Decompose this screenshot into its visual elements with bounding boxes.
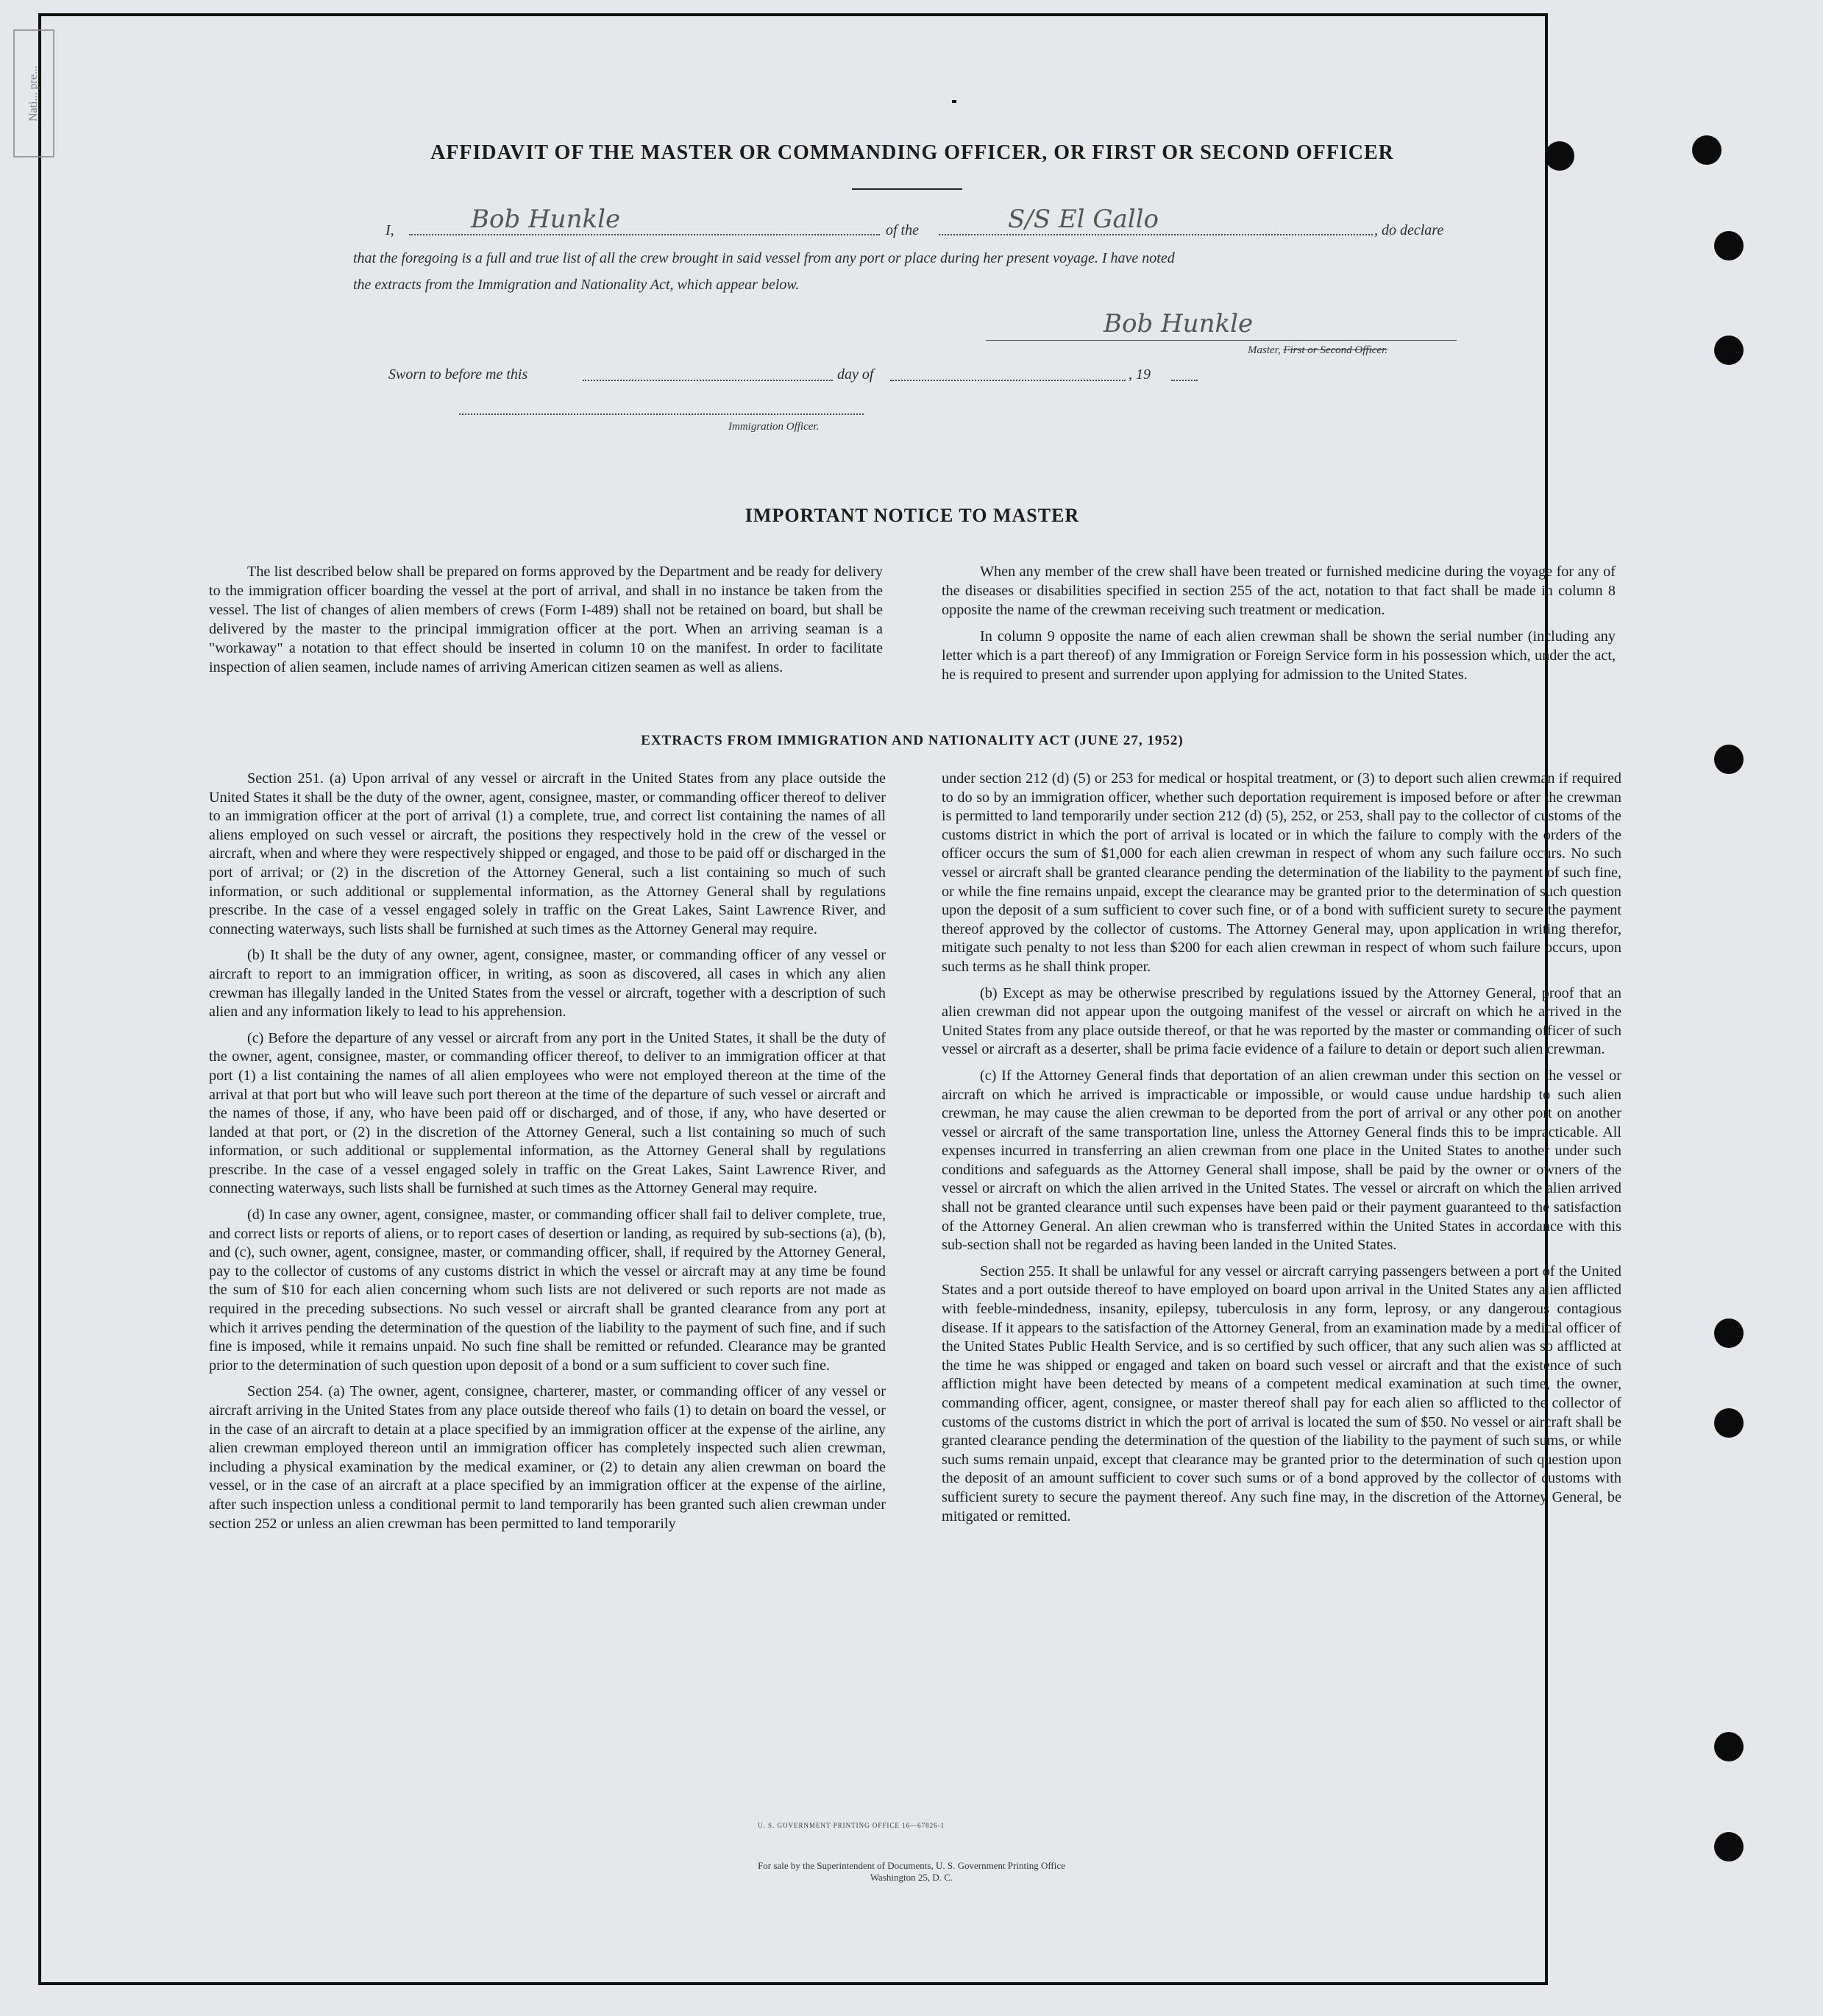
punch-hole bbox=[1714, 1732, 1744, 1761]
affidavit-line1-mid: of the bbox=[886, 222, 919, 238]
section-254-c: (c) If the Attorney General finds that deportation of an alien crewman under this section on the vessel or aircraft on which he arrived is impracticable or impossible, or would cause undue hardship to such alien crewman, he may cause the alien crewman to be deported from the port of arrival or any other port on another vessel or aircraft of the same transportation line, unless the Attorney General finds this to be impracticable. All expenses incurred in transferring an alien crewman from one place in the United States to another under such conditions and safeguards as the Attorney General shall impose, shall be paid by the owner or owners of the vessel or aircraft on which the alien arrived in the United States. The vessel or aircraft on which the alien arrived shall not be granted clearance until such expenses have been paid or their payment guaranteed to the satisfaction of the Attorney General. An alien crewman who is transferred within the United States in accordance with this sub-section shall not be regarded as having been landed in the United States. bbox=[942, 1067, 1621, 1254]
signature-line bbox=[986, 340, 1457, 341]
extracts-left-column bbox=[209, 770, 886, 1541]
section-251-b: (b) It shall be the duty of any owner, agent, consignee, master, or commanding officer of any vessel or aircraft to report to an immigration officer, in writing, as soon as discovered, all cases in which any alien crewman has illegally landed in the United States from the vessel or aircraft, together with a description of such alien and any information likely to lead to his apprehension. bbox=[209, 947, 886, 1021]
extracts-title: EXTRACTS FROM IMMIGRATION AND NATIONALITY ACT (JUNE 27, 1952) bbox=[641, 733, 1184, 748]
sworn-year-line bbox=[1171, 380, 1198, 381]
immigration-officer-line bbox=[459, 414, 864, 415]
punch-hole bbox=[1714, 231, 1744, 260]
affidavit-line2: that the foregoing is a full and true list of all the crew brought in said vessel from any port or place during her present voyage. I have noted bbox=[353, 250, 1175, 266]
affidavit-title: AFFIDAVIT OF THE MASTER OR COMMANDING OFFICER, OR FIRST OR SECOND OFFICER bbox=[430, 141, 1394, 164]
notice-right-paragraph-1: When any member of the crew shall have been treated or furnished medicine during the voyage for any of the diseases or disabilities specified in section 255 of the act, notation to that fact shall be made in column 8 opposite the name of the crewman receiving such treatment or medication. bbox=[942, 564, 1616, 618]
punch-hole bbox=[1714, 1408, 1744, 1438]
vessel-name: S/S El Gallo bbox=[1008, 205, 1159, 234]
scan-border-left bbox=[38, 13, 41, 1985]
punch-hole bbox=[1714, 745, 1744, 774]
section-254-a-continued: under section 212 (d) (5) or 253 for medical or hospital treatment, or (3) to deport such alien crewman if required to do so by an immigration officer, whether such deportation requirement is imposed before or after the crewman is permitted to land temporarily under section 212 (d) (5), 252, or 253, shall pay to the collector of customs of the customs district in which the port of arrival is located or in which the failure to comply with the orders of the officer occurs the sum of $1,000 for each alien crewman in respect of whom any such failure occurs. No such vessel or aircraft shall be granted clearance pending the determination of the liability to the payment of such fine, or while the fine remains unpaid, except the clearance may be granted prior to the determination of such question upon the deposit of a sum sufficient to cover such fine, or of a bond with sufficient surety to secure the payment thereof approved by the collector of customs. The Attorney General may, upon application in writing therefor, mitigate such penalty to not less than $200 for each alien crewman in respect of whom such failure occurs, upon such terms as he shall think proper. bbox=[942, 770, 1621, 975]
vessel-name-line bbox=[939, 234, 1373, 235]
sworn-month-line bbox=[890, 380, 1126, 381]
signer-name-line bbox=[409, 234, 880, 235]
sworn-day-of: day of bbox=[837, 366, 874, 383]
master-signature: Bob Hunkle bbox=[1104, 309, 1254, 338]
extracts-right-column bbox=[942, 770, 1621, 1533]
sworn-prefix: Sworn to before me this bbox=[388, 366, 528, 383]
punch-hole bbox=[1714, 1318, 1744, 1348]
section-254-b: (b) Except as may be otherwise prescribed by regulations issued by the Attorney General, proof that an alien crewman did not appear upon the outgoing manifest of the vessel or aircraft on which he arrived in the United States from any place outside thereof, or that he was reported by the master or commanding officer of such vessel or aircraft as a deserter, shall be prima facie evidence of a failure to detain or deport such alien crewman. bbox=[942, 984, 1621, 1058]
footer-line-2: Washington 25, D. C. bbox=[870, 1872, 953, 1883]
section-251-d: (d) In case any owner, agent, consignee, master, or commanding officer shall fail to deliver complete, true, and correct lists or reports of aliens, or to report cases of desertion or landing, as required by sub-sections (a), (b), and (c), such owner, agent, consignee, master, or commanding officer, shall, if required by the Attorney General, pay to the collector of customs of any customs district in which the vessel or aircraft may at any time be found the sum of $10 for each alien concerning whom such lists are not delivered or such reports are not made as required in the preceding subsections. No such vessel or aircraft shall be granted clearance from any port at which it arrives pending the determination of the question of the liability to the payment of such fine, and if such fine is imposed, while it remains unpaid. No such fine shall be remitted or refunded. Clearance may be granted prior to the determination of such question upon deposit of a bond or a sum sufficient to cover such fine. bbox=[209, 1207, 886, 1374]
section-251-c: (c) Before the departure of any vessel or aircraft from any port in the United States, it shall be the duty of the owner, agent, consignee, master, or commanding officer thereof, to deliver to an immigration officer at that port (1) a list containing the names of all alien employees who were not employed thereon at the time of the arrival at that port but who will leave such port thereon at the time of the departure of such vessel or aircraft and the names of those, if any, who have been paid off or discharged, and of those, if any, who have deserted or landed at that port, or (2) in the discretion of the Attorney General, such a list containing so much of such information, or such additional or supplemental information, as the Attorney General shall by regulations prescribe. In the case of a vessel engaged solely in traffic on the Great Lakes, Saint Lawrence River, and connecting waterways, such lists shall be furnished at such times as the Attorney General may require. bbox=[209, 1029, 886, 1197]
notice-left-column bbox=[209, 562, 883, 684]
notice-left-paragraph: The list described below shall be prepared on forms approved by the Department and be ready for delivery to the immigration officer boarding the vessel at the port of arrival, and shall in no instance be taken from the vessel. The list of changes of alien members of crews (Form I-489) shall not be retained on board, but shall be delivered by the master to the principal immigration officer at the port. When an arriving seaman is a "workaway" a notation to that effect should be inserted in column 10 on the manifest. In order to facilitate inspection of alien seamen, include names of arriving American citizen seamen as well as aliens. bbox=[209, 564, 883, 675]
section-255: Section 255. It shall be unlawful for any vessel or aircraft carrying passengers between a port of the United States and a port outside thereof to have employed on board upon arrival in the United States any alien afflicted with feeble-mindedness, insanity, epilepsy, tuberculosis in any form, leprosy, or any dangerous contagious disease. If it appears to the satisfaction of the Attorney General, from an examination made by a medical officer of the United States Public Health Service, and is so certified by such officer, that any such alien was so afflicted at the time he was shipped or engaged and taken on board such vessel or aircraft and that the existence of such affliction might have been detected by means of a competent medical examination at such time, the owner, commanding officer, agent, consignee, or master thereof shall pay for each alien so afflicted to the collector of customs of the customs district in which the port of arrival is located the sum of $50. No vessel or aircraft shall be granted clearance pending the determination of the question of the liability to the payment of such sums, or while such sums remain unpaid, except that clearance may be granted prior to the determination of such question upon the deposit of an amount sufficient to cover such sums or of a bond approved by the collector of customs with sufficient surety to secure the payment thereof. Any such fine may, in the discretion of the Attorney General, be mitigated or remitted. bbox=[942, 1263, 1621, 1525]
title-rule bbox=[852, 188, 962, 190]
footer-line-1: For sale by the Superintendent of Documents, U. S. Government Printing Office bbox=[758, 1860, 1065, 1871]
sworn-date-line bbox=[583, 380, 833, 381]
signer-name: Bob Hunkle bbox=[471, 205, 621, 234]
punch-hole bbox=[1714, 1832, 1744, 1861]
margin-stamp: Nati... pre... bbox=[13, 29, 54, 157]
affidavit-line1-suffix: , do declare bbox=[1374, 222, 1444, 238]
scan-border-top bbox=[38, 13, 1548, 16]
scan-border-bottom bbox=[38, 1982, 1548, 1985]
printer-mark bbox=[952, 100, 956, 103]
sworn-year: , 19 bbox=[1129, 366, 1151, 383]
notice-right-paragraph-2: In column 9 opposite the name of each alien crewman shall be shown the serial number (including any letter which is a part thereof) of any Immigration or Foreign Service form in his possession which, under the act, he is required to present and surrender upon applying for admission to the United States. bbox=[942, 628, 1616, 683]
immigration-officer-caption: Immigration Officer. bbox=[728, 421, 820, 433]
footer bbox=[589, 1860, 1234, 1884]
section-254-a: Section 254. (a) The owner, agent, consignee, charterer, master, or commanding officer of any vessel or aircraft arriving in the United States from any place outside thereof who fails (1) to detain on board the vessel, or in the case of an aircraft to detain at a place specified by an immigration officer at the expense of the airline, any alien crewman employed thereon until an immigration officer has completely inspected such alien crewman, including a physical examination by the medical examiner, or (2) to detain any alien crewman on board the vessel, or in the case of an aircraft at a place specified by an immigration officer at the expense of the airline, after such inspection unless a conditional permit to land temporarily has been granted such alien crewman under section 252 or unless an alien crewman has been permitted to land temporarily bbox=[209, 1383, 886, 1532]
affidavit-line3: the extracts from the Immigration and Nationality Act, which appear below. bbox=[353, 277, 800, 293]
notice-right-column bbox=[942, 562, 1616, 692]
punch-hole bbox=[1692, 135, 1721, 165]
caption-struck-officer: First or Second Officer. bbox=[1283, 344, 1387, 356]
punch-hole bbox=[1714, 336, 1744, 365]
signature-caption bbox=[1248, 344, 1387, 357]
section-251-a: Section 251. (a) Upon arrival of any vessel or aircraft in the United States from any place outside the United States it shall be the duty of the owner, agent, consignee, master, or commanding officer thereof to deliver to an immigration officer at the port of arrival (1) a complete, true, and correct list containing the names of all aliens employed on such vessel or aircraft, the positions they respectively hold in the crew of the vessel or aircraft, when and where they were respectively shipped or engaged, and those to be paid off or discharged in the port of arrival; or (2) in the discretion of the Attorney General, such a list containing so much of such information, or such additional or supplemental information, as the Attorney General shall by regulations prescribe. In the case of a vessel engaged solely in traffic on the Great Lakes, Saint Lawrence River, and connecting waterways, such lists shall be furnished at such times as the Attorney General may require. bbox=[209, 770, 886, 937]
gpo-imprint: U. S. GOVERNMENT PRINTING OFFICE 16—67826-1 bbox=[758, 1822, 945, 1829]
notice-title: IMPORTANT NOTICE TO MASTER bbox=[745, 505, 1080, 526]
affidavit-line1-prefix: I, bbox=[385, 222, 394, 238]
caption-master: Master, bbox=[1248, 344, 1281, 356]
